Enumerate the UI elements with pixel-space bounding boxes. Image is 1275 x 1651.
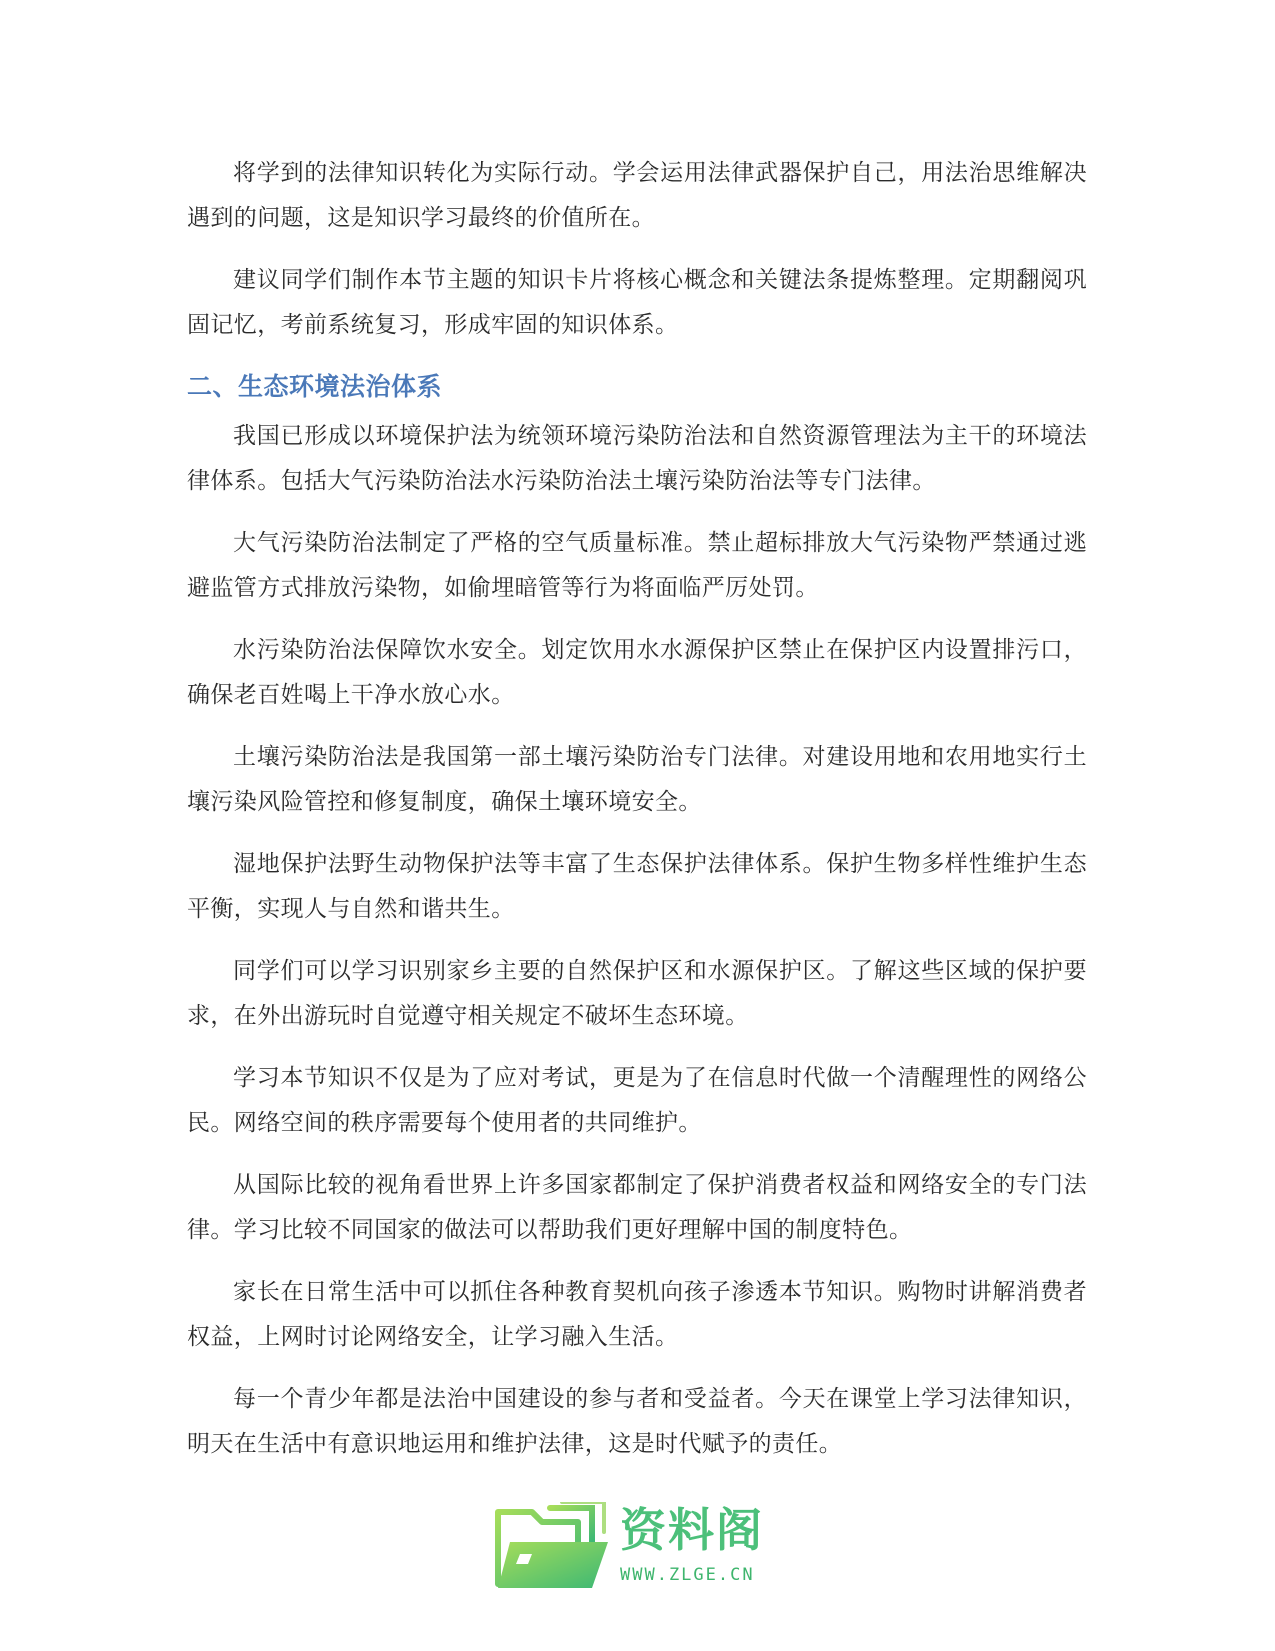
open-book-folder-icon: [492, 1502, 612, 1590]
body-paragraph: 将学到的法律知识转化为实际行动。学会运用法律武器保护自己，用法治思维解决遇到的问题，这是知识学习最终的价值所在。: [187, 160, 1087, 231]
body-paragraph: 学习本节知识不仅是为了应对考试，更是为了在信息时代做一个清醒理性的网络公民。网络空间的秩序需要每个使用者的共同维护。: [187, 1065, 1087, 1136]
body-paragraph: 家长在日常生活中可以抓住各种教育契机向孩子渗透本节知识。购物时讲解消费者权益，上网时讨论网络安全，让学习融入生活。: [187, 1279, 1087, 1350]
body-paragraph: 同学们可以学习识别家乡主要的自然保护区和水源保护区。了解这些区域的保护要求，在外出游玩时自觉遵守相关规定不破坏生态环境。: [187, 958, 1087, 1029]
watermark-url: WWW.ZLGE.CN: [620, 1565, 755, 1585]
watermark-logo: [492, 1502, 782, 1597]
body-paragraph: 我国已形成以环境保护法为统领环境污染防治法和自然资源管理法为主干的环境法律体系。包括大气污染防治法水污染防治法土壤污染防治法等专门法律。: [187, 423, 1087, 494]
body-paragraph: 大气污染防治法制定了严格的空气质量标准。禁止超标排放大气污染物严禁通过逃避监管方式排放污染物，如偷埋暗管等行为将面临严厉处罚。: [187, 530, 1087, 601]
body-paragraph: 湿地保护法野生动物保护法等丰富了生态保护法律体系。保护生物多样性维护生态平衡，实现人与自然和谐共生。: [187, 851, 1087, 922]
section-heading: 二、生态环境法治体系: [187, 372, 443, 401]
watermark-title: 资料阁: [620, 1503, 764, 1557]
body-paragraph: 土壤污染防治法是我国第一部土壤污染防治专门法律。对建设用地和农用地实行土壤污染风险管控和修复制度，确保土壤环境安全。: [187, 744, 1087, 815]
body-paragraph: 从国际比较的视角看世界上许多国家都制定了保护消费者权益和网络安全的专门法律。学习比较不同国家的做法可以帮助我们更好理解中国的制度特色。: [187, 1172, 1087, 1243]
body-paragraph: 每一个青少年都是法治中国建设的参与者和受益者。今天在课堂上学习法律知识，明天在生活中有意识地运用和维护法律，这是时代赋予的责任。: [187, 1386, 1087, 1457]
body-paragraph: 建议同学们制作本节主题的知识卡片将核心概念和关键法条提炼整理。定期翻阅巩固记忆，考前系统复习，形成牢固的知识体系。: [187, 267, 1087, 338]
body-paragraph: 水污染防治法保障饮水安全。划定饮用水水源保护区禁止在保护区内设置排污口，确保老百姓喝上干净水放心水。: [187, 637, 1087, 708]
document-body: [187, 151, 1087, 1484]
